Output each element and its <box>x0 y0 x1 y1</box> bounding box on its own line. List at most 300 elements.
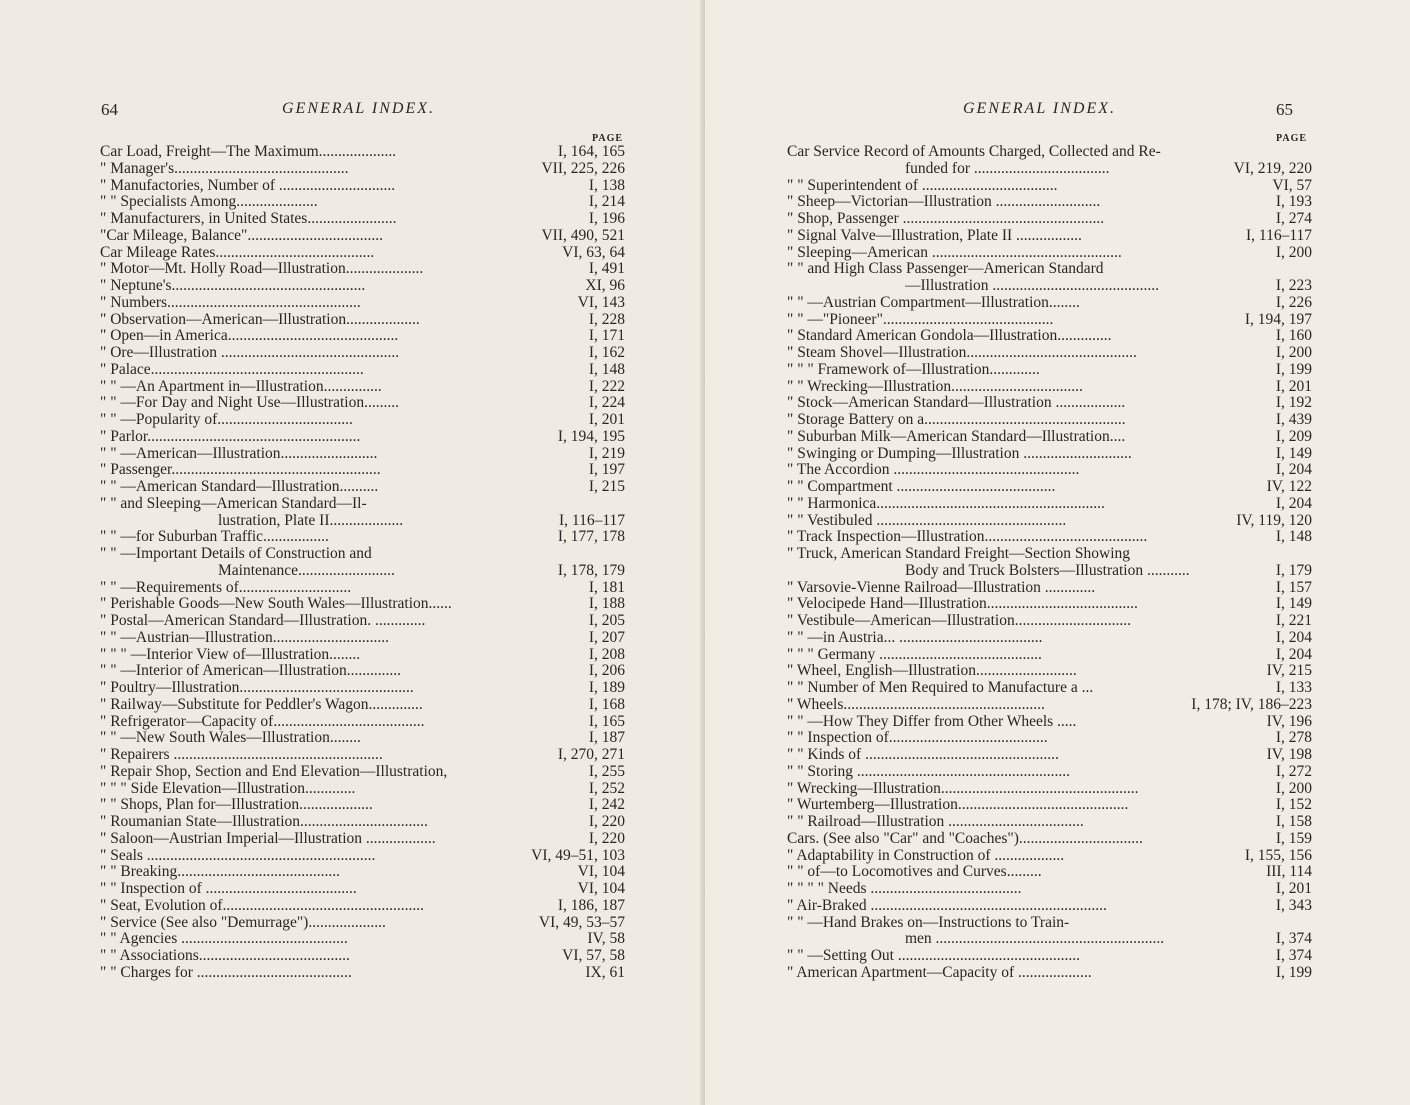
entry-text: " Air-Braked ............................................................. <box>787 897 1107 914</box>
entry-pages: IV, 122 <box>1266 478 1312 495</box>
entry-pages: I, 178, 179 <box>557 561 625 579</box>
entry-pages: I, 194, 195 <box>557 427 625 445</box>
entry-pages: IV, 119, 120 <box>1236 511 1312 529</box>
entry-pages: IV, 215 <box>1266 662 1312 680</box>
entry-text: " Ore—Illustration .............................................. <box>100 345 400 361</box>
index-entry <box>787 948 1312 965</box>
entry-pages: I, 439 <box>1275 411 1312 428</box>
index-entry <box>787 580 1312 597</box>
entry-pages: I, 206 <box>588 662 625 680</box>
index-entry <box>787 345 1312 362</box>
entry-text: " " —in Austria... ..................................... <box>787 629 1043 646</box>
index-entry <box>787 261 1312 278</box>
entry-text: " Railway—Substitute for Peddler's Wagon.............. <box>100 696 423 713</box>
entry-text: men ........................................................... <box>905 931 1165 948</box>
entry-text: " " " —Interior View of—Illustration........ <box>100 646 361 663</box>
index-entry <box>100 278 625 295</box>
index-entry <box>100 328 625 345</box>
entry-pages: VI, 49, 53–57 <box>538 913 625 931</box>
index-entries <box>787 144 1312 982</box>
index-entry <box>100 931 625 948</box>
entry-text: " " —American Standard—Illustration.......... <box>100 479 379 495</box>
index-entry <box>787 965 1312 982</box>
entry-text: " Shop, Passenger .................................................... <box>787 211 1105 227</box>
entry-pages: I, 242 <box>588 796 625 814</box>
entry-text: " Storage Battery on a.................................................... <box>787 412 1126 428</box>
entry-text: " Stock—American Standard—Illustration .................. <box>787 395 1126 412</box>
entry-text: " " of—to Locomotives and Curves......... <box>787 864 1042 881</box>
entry-text: funded for ................................... <box>905 160 1110 177</box>
entry-text: Body and Truck Bolsters—Illustration ........... <box>905 562 1190 579</box>
entry-pages: I, 221 <box>1275 612 1312 629</box>
index-entry <box>787 245 1312 262</box>
entry-text: " Palace....................................................... <box>100 361 364 378</box>
entry-pages: I, 197 <box>588 461 625 479</box>
entry-pages: I, 149 <box>1275 444 1312 462</box>
entry-text: " " Agencies ........................................... <box>100 931 348 948</box>
entry-pages: I, 116–117 <box>558 511 625 529</box>
index-entry <box>100 295 625 312</box>
index-entry <box>787 429 1312 446</box>
entry-text: " " —Hand Brakes on—Instructions to Train- <box>787 914 1070 931</box>
entry-text: " Suburban Milk—American Standard—Illustration.... <box>787 428 1126 445</box>
entry-text: " Manager's............................................. <box>100 160 349 177</box>
entry-pages: I, 116–117 <box>1245 226 1312 244</box>
index-entry <box>100 848 625 865</box>
index-entry <box>787 831 1312 848</box>
index-entry <box>100 462 625 479</box>
entry-text: " Wrecking—Illustration................................................... <box>787 780 1139 797</box>
entry-pages: I, 219 <box>588 444 625 462</box>
index-entry <box>787 178 1312 195</box>
entry-text: " Varsovie-Vienne Railroad—Illustration ............. <box>787 579 1096 596</box>
entry-pages: I, 220 <box>588 829 625 847</box>
entry-text: " " Associations....................................... <box>100 948 350 964</box>
entry-text: " Seals ........................................................... <box>100 847 376 864</box>
entry-pages: VI, 57 <box>1272 176 1312 194</box>
index-entry <box>100 563 625 580</box>
index-entry <box>787 647 1312 664</box>
entry-text: " Vestibule—American—Illustration.............................. <box>787 613 1131 629</box>
index-entry <box>100 915 625 932</box>
entry-text: " Numbers.................................................. <box>100 294 361 311</box>
entry-pages: I, 193 <box>1275 193 1312 211</box>
entry-text: " Saloon—Austrian Imperial—Illustration .................. <box>100 830 436 847</box>
index-entry <box>100 144 625 161</box>
index-entry <box>100 479 625 496</box>
entry-pages: XI, 96 <box>585 277 625 294</box>
index-entry <box>787 211 1312 228</box>
index-entry <box>100 747 625 764</box>
entry-text: " " Railroad—Illustration ................................... <box>787 814 1084 830</box>
entry-text: " Motor—Mt. Holly Road—Illustration.................... <box>100 261 424 278</box>
entry-text: " Wurtemberg—Illustration............................................ <box>787 797 1129 814</box>
index-entry <box>100 245 625 262</box>
index-entry <box>787 848 1312 865</box>
index-entry <box>100 261 625 278</box>
index-entries <box>100 144 625 982</box>
entry-pages: I, 164, 165 <box>557 143 625 160</box>
entry-pages: I, 152 <box>1275 796 1312 814</box>
entry-text: " Wheels.................................................... <box>787 696 1045 713</box>
entry-text: " Velocipede Hand—Illustration....................................... <box>787 596 1138 613</box>
index-entry <box>787 864 1312 881</box>
entry-pages: I, 200 <box>1275 243 1312 261</box>
index-entry <box>100 513 625 530</box>
index-entry <box>787 228 1312 245</box>
entry-text: " Passenger...................................................... <box>100 462 381 479</box>
entry-text: " Repairers ...................................................... <box>100 747 383 763</box>
index-entry <box>100 379 625 396</box>
entry-text: " Truck, American Standard Freight—Section Showing <box>787 546 1130 562</box>
entry-text: " " Inspection of......................................... <box>787 730 1048 747</box>
entry-text: " Wheel, English—Illustration.......................... <box>787 663 1077 680</box>
index-entry <box>787 797 1312 814</box>
index-entry <box>787 496 1312 513</box>
entry-text: " Swinging or Dumping—Illustration ............................ <box>787 445 1132 462</box>
entry-pages: I, 215 <box>588 478 625 495</box>
index-entry <box>100 345 625 362</box>
entry-text: " The Accordion ................................................ <box>787 462 1080 479</box>
entry-text: " " —for Suburban Traffic................. <box>100 529 329 546</box>
entry-pages: I, 160 <box>1275 327 1312 345</box>
entry-text: Maintenance......................... <box>218 562 395 579</box>
entry-text: " Perishable Goods—New South Wales—Illustration...... <box>100 596 452 613</box>
index-entry <box>100 211 625 228</box>
index-entry <box>100 161 625 178</box>
entry-pages: I, 179 <box>1275 561 1312 579</box>
entry-text: " Neptune's.................................................. <box>100 278 366 294</box>
index-entry <box>787 312 1312 329</box>
entry-pages: I, 272 <box>1275 762 1312 780</box>
entry-pages: I, 374 <box>1275 930 1312 948</box>
index-entry <box>787 513 1312 530</box>
index-entry <box>787 697 1312 714</box>
index-entry <box>100 730 625 747</box>
page-column-label: PAGE <box>592 133 624 144</box>
entry-text: "Car Mileage, Balance"................................... <box>100 227 383 244</box>
entry-pages: I, 201 <box>1275 377 1312 395</box>
entry-text: " " Harmonica........................................................... <box>787 495 1105 512</box>
entry-pages: VI, 63, 64 <box>562 243 625 261</box>
entry-text: " " —Setting Out ............................................... <box>787 948 1080 964</box>
index-entry <box>787 546 1312 563</box>
index-entry <box>100 178 625 195</box>
entry-text: " " —Popularity of................................... <box>100 412 353 428</box>
entry-pages: I, 157 <box>1275 578 1312 596</box>
entry-pages: I, 133 <box>1275 679 1312 696</box>
entry-pages: I, 158 <box>1275 813 1312 830</box>
index-entry <box>100 630 625 647</box>
entry-text: " " —American—Illustration......................... <box>100 445 378 462</box>
entry-pages: VII, 225, 226 <box>541 159 625 177</box>
entry-text: " Poultry—Illustration............................................. <box>100 680 414 696</box>
entry-text: " " —For Day and Night Use—Illustration......... <box>100 395 399 412</box>
page-number: 65 <box>1276 100 1293 119</box>
entry-text: " " —"Pioneer"............................................ <box>787 311 1054 328</box>
entry-pages: I, 208 <box>588 645 625 663</box>
index-entry <box>787 446 1312 463</box>
entry-pages: I, 204 <box>1275 628 1312 646</box>
index-entry <box>787 278 1312 295</box>
index-entry <box>787 462 1312 479</box>
index-entry <box>100 764 625 781</box>
entry-text: " Observation—American—Illustration................... <box>100 311 420 328</box>
entry-text: " " Inspection of ....................................... <box>100 881 357 897</box>
entry-text: " " " " Needs ....................................... <box>787 881 1022 897</box>
entry-text: " " Storing ....................................................... <box>787 763 1071 780</box>
index-entry <box>787 529 1312 546</box>
index-entry <box>100 596 625 613</box>
index-entry <box>100 714 625 731</box>
index-entry <box>100 228 625 245</box>
entry-text: " " —Austrian Compartment—Illustration........ <box>787 294 1080 311</box>
index-entry <box>100 948 625 965</box>
page-number: 64 <box>101 100 118 119</box>
index-entry <box>787 563 1312 580</box>
index-entry <box>787 915 1312 932</box>
entry-text: " " —How They Differ from Other Wheels ..... <box>787 713 1077 730</box>
entry-pages: VI, 104 <box>577 863 625 881</box>
entry-text: " American Apartment—Capacity of ................... <box>787 964 1092 981</box>
entry-pages: I, 214 <box>588 193 625 211</box>
entry-text: " " —Interior of American—Illustration.............. <box>100 663 402 680</box>
index-entry <box>787 680 1312 697</box>
index-entry <box>100 814 625 831</box>
entry-pages: I, 159 <box>1275 829 1312 847</box>
entry-pages: I, 201 <box>588 411 625 428</box>
entry-pages: I, 200 <box>1275 779 1312 797</box>
entry-text: " Roumanian State—Illustration................................. <box>100 814 428 830</box>
entry-text: lustration, Plate II................... <box>218 512 404 529</box>
index-entry <box>100 663 625 680</box>
index-entry <box>100 881 625 898</box>
entry-pages: I, 278 <box>1275 729 1312 747</box>
index-entry <box>100 898 625 915</box>
entry-text: " " Compartment ......................................... <box>787 479 1056 495</box>
index-entry <box>100 697 625 714</box>
entry-text: " Signal Valve—Illustration, Plate II ................. <box>787 227 1082 244</box>
entry-pages: I, 201 <box>1275 880 1312 897</box>
entry-pages: I, 204 <box>1275 645 1312 663</box>
entry-pages: I, 226 <box>1275 293 1312 311</box>
entry-pages: I, 209 <box>1275 427 1312 445</box>
entry-text: " " Charges for ........................................ <box>100 964 352 981</box>
entry-text: " " —Requirements of............................. <box>100 579 352 596</box>
index-entry <box>787 362 1312 379</box>
entry-text: " Sleeping—American ................................................. <box>787 244 1122 261</box>
entry-text: " " Shops, Plan for—Illustration................... <box>100 797 373 814</box>
entry-pages: I, 205 <box>588 612 625 629</box>
index-entry <box>787 630 1312 647</box>
entry-text: " " —New South Wales—Illustration........ <box>100 730 361 747</box>
index-entry <box>100 965 625 982</box>
entry-pages: I, 177, 178 <box>557 528 625 546</box>
entry-pages: I, 178; IV, 186–223 <box>1191 695 1312 713</box>
entry-pages: IV, 58 <box>587 930 625 948</box>
entry-pages: I, 228 <box>588 310 625 328</box>
entry-text: " Service (See also "Demurrage").................... <box>100 914 386 931</box>
index-entry <box>787 613 1312 630</box>
index-entry <box>787 764 1312 781</box>
index-entry <box>100 446 625 463</box>
entry-text: " " —Austrian—Illustration.............................. <box>100 629 390 646</box>
entry-pages: I, 196 <box>588 210 625 227</box>
index-entry <box>100 395 625 412</box>
entry-pages: I, 187 <box>588 729 625 747</box>
entry-pages: I, 252 <box>588 779 625 797</box>
entry-pages: I, 165 <box>588 712 625 730</box>
index-entry <box>787 328 1312 345</box>
index-entry <box>100 362 625 379</box>
entry-text: " " Number of Men Required to Manufacture a ... <box>787 680 1094 696</box>
entry-text: " Standard American Gondola—Illustration.............. <box>787 328 1112 345</box>
entry-pages: VI, 49–51, 103 <box>531 846 625 864</box>
entry-pages: VI, 219, 220 <box>1233 159 1312 177</box>
index-entry <box>100 546 625 563</box>
index-entry <box>787 898 1312 915</box>
entry-pages: I, 200 <box>1275 344 1312 361</box>
entry-text: —Illustration ........................................... <box>905 278 1160 294</box>
entry-pages: VI, 57, 58 <box>562 947 625 964</box>
entry-pages: I, 149 <box>1275 595 1312 613</box>
entry-pages: I, 274 <box>1275 210 1312 227</box>
entry-pages: I, 189 <box>588 679 625 696</box>
entry-text: " Steam Shovel—Illustration............................................ <box>787 345 1137 361</box>
entry-text: " Postal—American Standard—Illustration. ............. <box>100 613 426 629</box>
entry-text: " Adaptability in Construction of .................. <box>787 847 1065 864</box>
index-entry <box>787 730 1312 747</box>
index-entry <box>787 295 1312 312</box>
entry-text: " Open—in America............................................ <box>100 328 399 345</box>
entry-text: " Sheep—Victorian—Illustration ........................... <box>787 194 1101 211</box>
entry-pages: I, 343 <box>1275 896 1312 914</box>
entry-text: " Repair Shop, Section and End Elevation—Illustration, <box>100 763 448 780</box>
entry-pages: IX, 61 <box>585 963 625 981</box>
index-entry <box>100 797 625 814</box>
entry-pages: VI, 104 <box>577 880 625 897</box>
index-entry <box>787 194 1312 211</box>
entry-pages: I, 204 <box>1275 494 1312 512</box>
index-entry <box>787 412 1312 429</box>
entry-pages: I, 199 <box>1275 360 1312 378</box>
index-entry <box>100 194 625 211</box>
running-head: GENERAL INDEX. <box>963 100 1117 117</box>
entry-pages: I, 255 <box>588 762 625 780</box>
index-entry <box>100 647 625 664</box>
entry-text: " " and High Class Passenger—American Standard <box>787 261 1104 278</box>
entry-pages: I, 220 <box>588 813 625 830</box>
entry-text: " Refrigerator—Capacity of....................................... <box>100 713 425 730</box>
entry-pages: VII, 490, 521 <box>541 226 625 244</box>
entry-pages: I, 186, 187 <box>557 896 625 914</box>
entry-pages: I, 199 <box>1275 963 1312 981</box>
entry-text: " " Superintendent of ................................... <box>787 177 1058 194</box>
index-entry <box>100 412 625 429</box>
index-entry <box>100 613 625 630</box>
entry-pages: III, 114 <box>1266 863 1312 881</box>
entry-pages: IV, 196 <box>1266 712 1312 730</box>
entry-text: " Seat, Evolution of.................................................... <box>100 897 425 914</box>
page-column-label: PAGE <box>1276 133 1308 144</box>
entry-pages: I, 374 <box>1275 947 1312 964</box>
index-entry <box>787 379 1312 396</box>
entry-text: " Manufactories, Number of .............................. <box>100 177 396 194</box>
entry-text: " " —Important Details of Construction and <box>100 546 372 562</box>
index-entry <box>787 479 1312 496</box>
index-entry <box>100 864 625 881</box>
entry-pages: I, 181 <box>588 578 625 596</box>
entry-text: " " Wrecking—Illustration.................................. <box>787 378 1083 395</box>
entry-pages: I, 168 <box>588 695 625 713</box>
index-entry <box>100 831 625 848</box>
entry-pages: I, 188 <box>588 595 625 613</box>
index-entry <box>100 496 625 513</box>
index-entry <box>787 395 1312 412</box>
index-entry <box>787 781 1312 798</box>
entry-pages: I, 222 <box>588 377 625 395</box>
entry-pages: I, 207 <box>588 628 625 646</box>
entry-text: " Track Inspection—Illustration.......................................... <box>787 529 1148 546</box>
entry-text: " " and Sleeping—American Standard—Il- <box>100 495 367 512</box>
entry-pages: IV, 198 <box>1266 746 1312 763</box>
running-head: GENERAL INDEX. <box>282 100 436 117</box>
index-entry <box>100 781 625 798</box>
index-entry <box>787 596 1312 613</box>
entry-text: Cars. (See also "Car" and "Coaches")................................ <box>787 830 1143 847</box>
entry-pages: VI, 143 <box>577 293 625 311</box>
index-entry <box>787 663 1312 680</box>
index-entry <box>100 312 625 329</box>
entry-text: " " Breaking.......................................... <box>100 864 340 881</box>
entry-text: " " —An Apartment in—Illustration............... <box>100 378 382 395</box>
entry-text: Car Load, Freight—The Maximum.................... <box>100 144 397 160</box>
right-page <box>705 0 1410 1105</box>
entry-pages: I, 192 <box>1275 394 1312 412</box>
entry-text: Car Mileage Rates......................................... <box>100 244 375 261</box>
entry-pages: I, 171 <box>588 327 625 345</box>
entry-pages: I, 224 <box>588 394 625 412</box>
entry-text: " Manufacturers, in United States....................... <box>100 211 397 227</box>
entry-pages: I, 148 <box>588 360 625 378</box>
index-entry <box>100 580 625 597</box>
index-entry <box>787 931 1312 948</box>
entry-text: " " Vestibuled ................................................. <box>787 512 1067 529</box>
entry-pages: I, 148 <box>1275 528 1312 546</box>
index-entry <box>787 747 1312 764</box>
entry-text: " " " Framework of—Illustration............. <box>787 361 1040 378</box>
entry-text: " " Specialists Among..................... <box>100 194 318 211</box>
index-entry <box>787 814 1312 831</box>
entry-text: " " Kinds of .................................................. <box>787 747 1059 763</box>
entry-pages: I, 138 <box>588 176 625 194</box>
index-entry <box>787 144 1312 161</box>
entry-text: " " " Side Elevation—Illustration............. <box>100 780 356 797</box>
entry-pages: I, 155, 156 <box>1244 846 1312 864</box>
entry-text: " Parlor....................................................... <box>100 428 361 445</box>
entry-text: Car Service Record of Amounts Charged, Collected and Re- <box>787 144 1161 160</box>
entry-pages: I, 204 <box>1275 461 1312 479</box>
index-entry <box>100 529 625 546</box>
index-entry <box>100 680 625 697</box>
index-entry <box>787 714 1312 731</box>
entry-text: " " " Germany .......................................... <box>787 646 1042 663</box>
entry-pages: I, 491 <box>588 260 625 278</box>
index-entry <box>787 161 1312 178</box>
entry-pages: I, 270, 271 <box>557 746 625 763</box>
entry-pages: I, 162 <box>588 344 625 361</box>
entry-pages: I, 194, 197 <box>1244 310 1312 328</box>
